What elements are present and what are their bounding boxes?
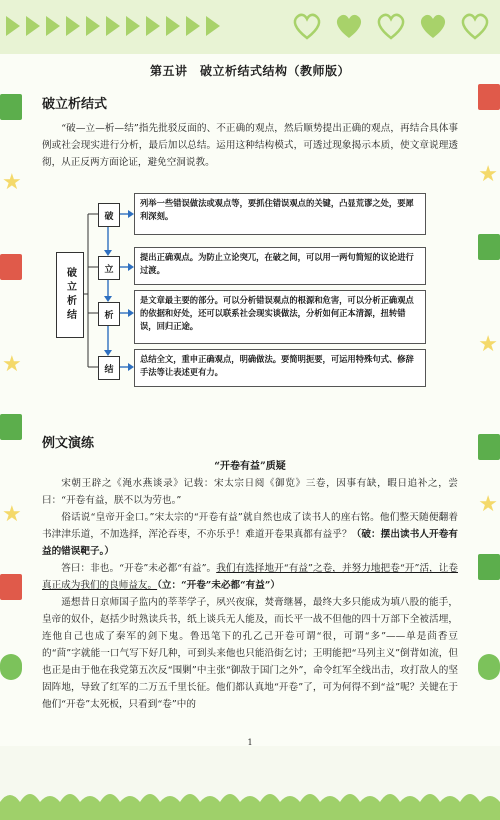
gift-icon bbox=[0, 94, 22, 120]
page-content bbox=[42, 58, 458, 171]
gift-icon bbox=[478, 234, 500, 260]
essay-paragraph bbox=[42, 560, 458, 594]
essay-paragraph: 宋朝王辟之《渑水燕谈录》记载：宋太宗日阅《御览》三卷，因事有缺，暇日追补之，尝曰：“开卷有益，朕不以为劳也。” bbox=[42, 478, 458, 506]
gift-icon bbox=[478, 84, 500, 110]
chevron-icon bbox=[46, 16, 60, 36]
desc-xi: 是文章最主要的部分。可以分析错误观点的根源和危害，可以分析正确观点的依据和好处，还可以联系社会现实谈做法，分析如何正本清源，扭转错误，回归正途。 bbox=[134, 290, 426, 344]
node-xi: 析 bbox=[98, 302, 120, 326]
annotation-text: （立：“开卷”未必都“有益”） bbox=[157, 580, 280, 591]
chevron-icon bbox=[186, 16, 200, 36]
heart-icon bbox=[292, 12, 322, 40]
gift-icon bbox=[478, 554, 500, 580]
chevron-icon bbox=[146, 16, 160, 36]
structure-diagram bbox=[56, 192, 432, 394]
heart-icon bbox=[376, 12, 406, 40]
paragraph-text: 答曰：非也。“开卷”未必都“有益”。 bbox=[61, 563, 217, 574]
chevron-icon bbox=[6, 16, 20, 36]
sprout-icon bbox=[0, 654, 22, 680]
chevron-row bbox=[6, 16, 226, 36]
gift-icon bbox=[0, 414, 22, 440]
star-icon: ★ bbox=[2, 502, 22, 527]
essay-title: “开卷有益”质疑 bbox=[214, 461, 286, 472]
node-li: 立 bbox=[98, 256, 120, 280]
bottom-decorative-band bbox=[0, 746, 500, 820]
gift-icon bbox=[0, 574, 22, 600]
right-decorations bbox=[478, 54, 500, 754]
heart-row bbox=[292, 12, 490, 40]
paragraph-text: 俗话说“皇帝开金口。”宋太宗的“开卷有益”就自然也成了读书人的座右铭。他们整天随便翻着书津津乐道，不加选择，浑沦吞枣，不亦乐乎！难道开卷果真都有益乎？ bbox=[42, 512, 458, 540]
section-heading: 例文演练 bbox=[42, 436, 95, 451]
star-icon: ★ bbox=[478, 162, 498, 187]
chevron-icon bbox=[166, 16, 180, 36]
chevron-icon bbox=[106, 16, 120, 36]
chevron-icon bbox=[66, 16, 80, 36]
diagram-root: 破立析结 bbox=[56, 252, 84, 338]
example-section bbox=[42, 432, 458, 713]
node-jie: 结 bbox=[98, 356, 120, 380]
gift-icon bbox=[478, 434, 500, 460]
node-po: 破 bbox=[98, 203, 120, 227]
star-icon: ★ bbox=[478, 492, 498, 517]
grass-icon bbox=[0, 780, 500, 820]
star-icon: ★ bbox=[2, 170, 22, 195]
chevron-icon bbox=[26, 16, 40, 36]
intro-paragraph: “破—立—析—结”指先批驳反面的、不正确的观点，然后顺势提出正确的观点，再结合具体事例或社会现实进行分析，最后加以总结。运用这种结构模式，可透过现象揭示本质，使文章说理透彻，从正反两方面论证，避免空洞说教。 bbox=[42, 123, 458, 168]
star-icon: ★ bbox=[2, 352, 22, 377]
chevron-icon bbox=[126, 16, 140, 36]
desc-li: 提出正确观点。为防止立论突兀，在破之间，可以用一两句简短的议论进行过渡。 bbox=[134, 247, 426, 285]
chevron-icon bbox=[206, 16, 220, 36]
sprout-icon bbox=[478, 654, 500, 680]
page-title: 第五讲 破立析结式结构（教师版） bbox=[149, 64, 350, 78]
heart-icon bbox=[334, 12, 364, 40]
page-number: 1 bbox=[247, 738, 253, 747]
essay-paragraph: 遥想昔日京师国子监内的莘莘学子，夙兴夜寐，焚膏继晷，最终大多只能成为填八股的能手，皇帝的奴仆，赵括少时熟读兵书，纸上谈兵无人能及，而长平一战不但他的四十万部下全被活埋，连他自己也成了秦军的剑下鬼。鲁迅笔下的孔乙己开卷可谓“很，可谓“多”——单是茴香豆的“茴”字就能一口气写下好几种，可到头来他也只能沿街乞讨；王明能把“马列主义”倒背如流，但也正是由于他在我党第五次反“围剿”中主张“御敌于国门之外”，命令红军全线出击，攻打敌人的坚固阵地，导致了红军的二万五千里长征。他们都认真地“开卷”了，可为何得不到“益”呢？关键在于他们“开卷”太死板，只看到“卷”中的 bbox=[42, 597, 458, 710]
desc-jie: 总结全文，重申正确观点，明确做法。要简明扼要，可运用特殊句式、修辞手法等让表述更有力。 bbox=[134, 349, 426, 387]
underlined-text: 我们有选择地开“有益”之卷，并努力地把卷“开”活，让卷真正成为我们的良师益友。 bbox=[42, 563, 458, 591]
section-heading: 破立析结式 bbox=[42, 97, 108, 112]
annotation-text: （破：摆出读书人开卷有益的错误靶子。） bbox=[42, 529, 459, 557]
top-decorative-band bbox=[0, 0, 500, 54]
star-icon: ★ bbox=[478, 332, 498, 357]
chevron-icon bbox=[86, 16, 100, 36]
left-decorations bbox=[0, 54, 22, 754]
heart-icon bbox=[460, 12, 490, 40]
desc-po: 列举一些错误做法或观点等，要抓住错误观点的关键，凸显荒谬之处，要犀利深刻。 bbox=[134, 193, 426, 235]
gift-icon bbox=[0, 254, 22, 280]
heart-icon bbox=[418, 12, 448, 40]
essay-paragraph bbox=[42, 509, 458, 560]
